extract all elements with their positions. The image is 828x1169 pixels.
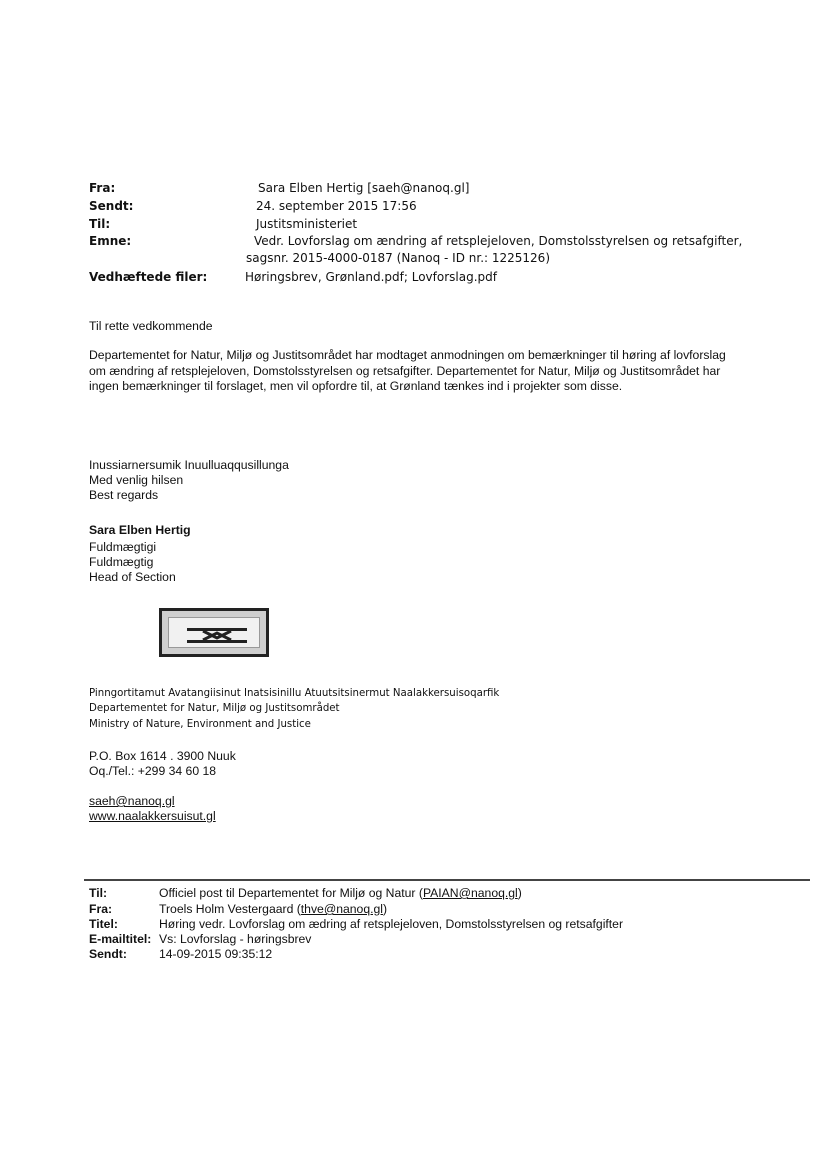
government-logo [159, 608, 269, 657]
logo-emblem-icon [169, 618, 265, 653]
signature-title-danish: Fuldmægtig [89, 555, 154, 569]
phone-number: Oq./Tel.: +299 34 60 18 [89, 764, 217, 778]
fwd-to-value [159, 886, 522, 900]
greeting: Til rette vedkommende [89, 319, 213, 333]
from-value: Sara Elben Hertig [saeh@nanoq.gl] [258, 181, 470, 195]
signature-name: Sara Elben Hertig [89, 523, 191, 537]
fwd-to-label: Til: [89, 886, 108, 900]
fwd-to-email-link[interactable]: PAIAN@nanoq.gl [422, 886, 518, 900]
email-link[interactable]: saeh@nanoq.gl [89, 794, 175, 808]
fwd-sent-label: Sendt: [89, 947, 127, 961]
fwd-from-value [159, 902, 387, 916]
subject-line-1: Vedr. Lovforslag om ændring af retsplejeloven, Domstolsstyrelsen og retsafgifter, [254, 234, 743, 248]
fwd-sent-value: 14-09-2015 09:35:12 [159, 947, 273, 961]
to-value: Justitsministeriet [256, 217, 358, 231]
fwd-emailtitle-label: E-mailtitel: [89, 932, 152, 946]
postal-address: P.O. Box 1614 . 3900 Nuuk [89, 749, 236, 763]
fwd-from-text: Troels Holm Vestergaard ( [159, 902, 301, 916]
subject-line-2: sagsnr. 2015-4000-0187 (Nanoq - ID nr.: 1225126) [246, 251, 550, 265]
to-label: Til: [89, 217, 111, 231]
org-name-english: Ministry of Nature, Environment and Justice [89, 719, 311, 730]
subject-label: Emne: [89, 234, 132, 248]
fwd-title-value: Høring vedr. Lovforslag om ædring af retsplejeloven, Domstolsstyrelsen og retsafgifter [159, 917, 624, 931]
fwd-from-email-link[interactable]: thve@nanoq.gl [300, 902, 383, 916]
section-divider [84, 879, 810, 881]
org-name-danish: Departementet for Natur, Miljø og Justitsområdet [89, 703, 340, 714]
fwd-to-close: ) [517, 886, 522, 900]
closing-english: Best regards [89, 488, 159, 502]
org-name-greenlandic: Pinngortitamut Avatangiisinut Inatsisinillu Atuutsitsinermut Naalakkersuisoqarfik [89, 688, 500, 699]
fwd-from-label: Fra: [89, 902, 113, 916]
attachments-value[interactable]: Høringsbrev, Grønland.pdf; Lovforslag.pdf [245, 270, 497, 284]
from-label: Fra: [89, 181, 116, 195]
sent-label: Sendt: [89, 199, 134, 213]
fwd-to-text: Officiel post til Departementet for Miljø og Natur ( [159, 886, 423, 900]
signature-title-english: Head of Section [89, 570, 176, 584]
website-link[interactable]: www.naalakkersuisut.gl [89, 809, 216, 823]
closing-greenlandic: Inussiarnersumik Inuulluaqqusillunga [89, 458, 289, 472]
closing-danish: Med venlig hilsen [89, 473, 184, 487]
attachments-label: Vedhæftede filer: [89, 270, 208, 284]
fwd-emailtitle-value: Vs: Lovforslag - høringsbrev [159, 932, 312, 946]
body-paragraph: Departementet for Natur, Miljø og Justitsområdet har modtaget anmodningen om bemærkninger til høring af lovforslag om ændring af retsplejeloven, Domstolsstyrelsen og retsafgifter. Departementet for Natur, Miljø og Justitsområdet har ingen bemærkninger til forslaget, men vil opfordre til, at Grønland tænkes ind i projekter som disse. [89, 348, 726, 393]
fwd-from-close: ) [382, 902, 388, 916]
fwd-title-label: Titel: [89, 917, 118, 931]
sent-value: 24. september 2015 17:56 [256, 199, 417, 213]
signature-title-greenlandic: Fuldmægtigi [89, 540, 157, 554]
